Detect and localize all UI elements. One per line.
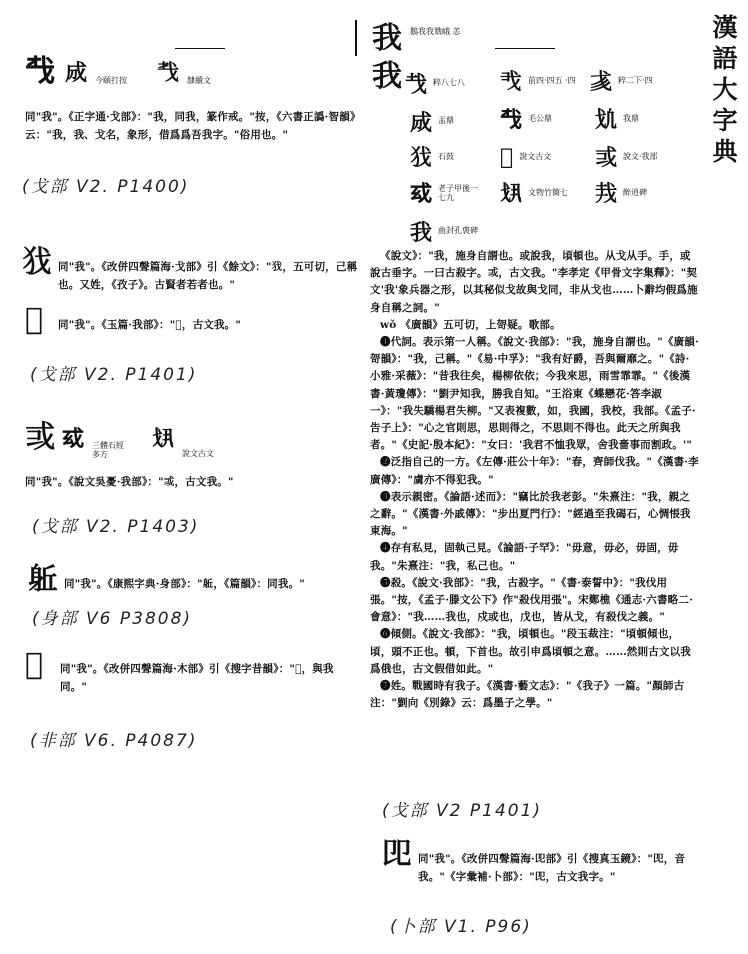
glyph-form-note: 石鼓 <box>438 152 455 162</box>
glyph-form <box>500 180 568 207</box>
entry-paragraph: ❶代詞。表示第一人稱。《說文·我部》："我，施身自謂也。"《廣韻·哿韻》："我，己稱。"《易·中孚》："我有好爵，吾與爾靡之。"《詩·小雅·采薇》："昔我往矣，楊柳依依；今我來思，雨雪霏霏。"《後漢書·黃瓊傳》："劉尹知我，勝我自知。"王浴東《蝶戀花·答李淑一》："我失驕楊君失柳。"又表複數，如，我國，我校，我部。《孟子·告子上》："心之官則思，思則得之，不思則不得也。此天之所與我者。"《史記·殷本紀》："女曰：'我君不恤我眾，舍我嗇事而割政。'" <box>370 336 699 452</box>
glyph-form-char: 𢦐 <box>500 69 523 95</box>
glyph-form <box>595 180 647 207</box>
glyph-form-note: 粹八七八 <box>433 78 466 88</box>
entry-paragraph: 《說文》："我，施身自謂也。或說我，頃頓也。从戈从手。手，或說古垂字。一曰古殺字。𢦘，古文我。"李孝定《甲骨文字集釋》："契文'我'象兵器之形，以其秘似戈故與戈同，非从戈也……卜辭均假爲施身自稱之詞。" <box>370 250 698 314</box>
glyph-form-note: 老子甲後一 七九 <box>438 183 479 202</box>
glyph-form-note: 盂鼎 <box>438 116 455 126</box>
entry-paragraph: ❷泛指自己的一方。《左傳·莊公十年》："春，齊師伐我。"《漢書·李廣傳》："虜亦不得犯我。" <box>370 456 699 486</box>
entry-4-annotation: (戈部 V2. P1403) <box>32 517 200 537</box>
glyph-form-char: 𢦔 <box>500 107 523 133</box>
glyph-form-note: 我鼎 <box>623 114 640 124</box>
glyph-form-note: 醉逍碑 <box>623 188 648 198</box>
glyph-form-char: 𢦑 <box>590 69 613 95</box>
last-entry-text: 同"我"。《改併四聲篇海·𠨎部》引《搜真玉鏡》："𠨎，音我。"《字彙補·卜部》："𠨎，古文我字。" <box>418 853 686 883</box>
entry-paragraph: ❹存有私見，固執己見。《論語·子罕》："毋意，毋必，毋固，毋我。"朱熹注："我，私己也。" <box>370 542 679 572</box>
entry-4-head: 𢦘 <box>25 420 55 455</box>
header-rule-right <box>495 48 555 49</box>
entry-6-text: 同"我"。《改併四聲篇海·木部》引《搜字昔韻》："𣏼，與我同。" <box>60 663 334 693</box>
glyph-form-note: 毛公鼎 <box>528 114 553 124</box>
glyph-form <box>590 68 653 95</box>
book-title: 漢語大字典 <box>709 14 738 169</box>
glyph-form <box>500 106 552 133</box>
main-head: 我 <box>372 59 402 94</box>
glyph-form <box>410 106 454 137</box>
entry-2-head: 𢦖 <box>22 245 52 280</box>
entry-1-variant-note: 今頤打按 <box>95 76 127 85</box>
main-entry-body <box>370 248 700 712</box>
entry-paragraph: ❸表示親密。《論語·述而》："竊比於我老彭。"朱熹注："我，親之之辭。"《漢書·外戚傳》："步出夏門行》："經過至我碣石，心惆悵我東海。" <box>370 490 691 538</box>
column-divider <box>355 20 357 56</box>
glyph-form-note: 說文古文 <box>519 151 552 161</box>
entry-6-annotation: (非部 V6. P4087) <box>30 731 198 751</box>
glyph-form-char: 𢦗 <box>500 144 514 170</box>
glyph-form-note: 前四·四五 ·四 <box>528 76 576 86</box>
glyph-form <box>595 106 639 133</box>
glyph-form <box>500 68 576 95</box>
entry-1-variant: 𢦓 <box>65 60 88 86</box>
glyph-form-note: 曲封孔褒碑 <box>438 226 479 236</box>
header-note: 鵝我我戮峨 恙 <box>410 27 461 36</box>
entry-paragraph: ❺殺。《說文·我部》："我，古殺字。"《書·泰誓中》："我伐用張。"按，《孟子·滕文公下》作"殺伐用張"。宋鄭樵《通志·六書略二·會意》："我……我也，戍或也，戊也，皆从戈，有殺伐之義。" <box>370 576 693 624</box>
entry-3-text: 同"我"。《玉篇·我部》："𢦗，古文我。" <box>58 319 242 331</box>
glyph-forms <box>405 68 705 246</box>
glyph-form <box>595 144 658 171</box>
glyph-form-char: 𢦛 <box>595 181 618 207</box>
glyph-form <box>410 180 488 207</box>
entry-paragraph: wǒ 《廣韻》五可切，上哿疑。歌部。 <box>380 318 561 331</box>
glyph-form-char: 𢦘 <box>595 145 618 171</box>
main-entry-annotation: (戈部 V2 P1401) <box>382 801 543 821</box>
entry-4-variant: 𢦙 <box>62 426 85 452</box>
glyph-form-char: 𢦓 <box>410 110 433 136</box>
entry-1-variant2-note: 隸續文 <box>187 76 211 85</box>
glyph-form-char: 𢦖 <box>410 145 433 171</box>
glyph-form-char: 𢦚 <box>500 181 523 207</box>
main-entry-paragraphs <box>370 248 700 712</box>
entry-5-head: 𨈬 <box>28 562 58 597</box>
header-char: 我 <box>372 21 402 56</box>
header-rule-left <box>175 48 225 49</box>
glyph-form-char: 𢦙 <box>410 181 433 207</box>
entry-1-annotation: (戈部 V2. P1400) <box>22 177 190 197</box>
entry-paragraph: ❼姓。戰國時有我子。《漢書·藝文志》："《我子》一篇。"顏師古注："劉向《別錄》云：爲墨子之學。" <box>370 680 685 710</box>
glyph-form-note: 文物竹簡七 <box>528 188 569 198</box>
entry-5-annotation: (身部 V6 P3808) <box>32 609 193 629</box>
glyph-form-note: 粹二下·四 <box>618 76 653 86</box>
entry-4-variant-note: 三體石經 多方 <box>92 441 124 459</box>
entry-paragraph: ❻傾側。《說文·我部》："我，頃頓也。"段玉裁注："頃頓傾也，頃，頭不正也。頓，下首也。故引申爲頃頓之意。……然則古文以我爲俄也，古文假借如此。" <box>370 628 691 675</box>
entry-3-head: 𢦗 <box>25 302 44 337</box>
entry-4-text: 同"我"。《說文吳憂·我部》："𢦘，古文我。" <box>25 476 234 488</box>
glyph-form-char: 我 <box>410 220 433 246</box>
entry-1-text: 同"我"。《正字通·戈部》："我，同我，篆作戒。"按，《六書正譌·智韻》云："我，我、戈名，象形，借爲爲吾我字。"俗用也。" <box>25 111 361 141</box>
entry-4-variant2-note: 說文古文 <box>182 449 214 458</box>
glyph-form <box>405 68 465 99</box>
last-entry-annotation: (卜部 V1. P96) <box>390 917 532 937</box>
glyph-form-note: 說文·我部 <box>623 152 658 162</box>
entry-4-variant2: 𢦚 <box>152 426 175 452</box>
glyph-form <box>410 216 478 247</box>
glyph-form-char: 𢦏 <box>405 72 428 98</box>
last-entry-head: 𠨎 <box>382 837 412 872</box>
entry-6-head: 𣏼 <box>25 647 44 682</box>
entry-2-text: 同"我"。《改併四聲篇海·戈部》引《餘文》："𢦖，五可切，己稱也。又姓，《孜子》。古賢者若者也。" <box>58 261 358 291</box>
glyph-form <box>500 144 551 170</box>
entry-1-variant2: 𢦒 <box>157 60 180 86</box>
glyph-form <box>410 144 454 171</box>
entry-3-annotation: (戈部 V2. P1401) <box>30 365 198 385</box>
glyph-form-char: 𢦕 <box>595 107 618 133</box>
entry-5-text: 同"我"。《康熙字典·身部》："𨈬，《篇韻》：同我。" <box>64 578 305 590</box>
entry-1-head: 𢦔 <box>25 54 55 89</box>
